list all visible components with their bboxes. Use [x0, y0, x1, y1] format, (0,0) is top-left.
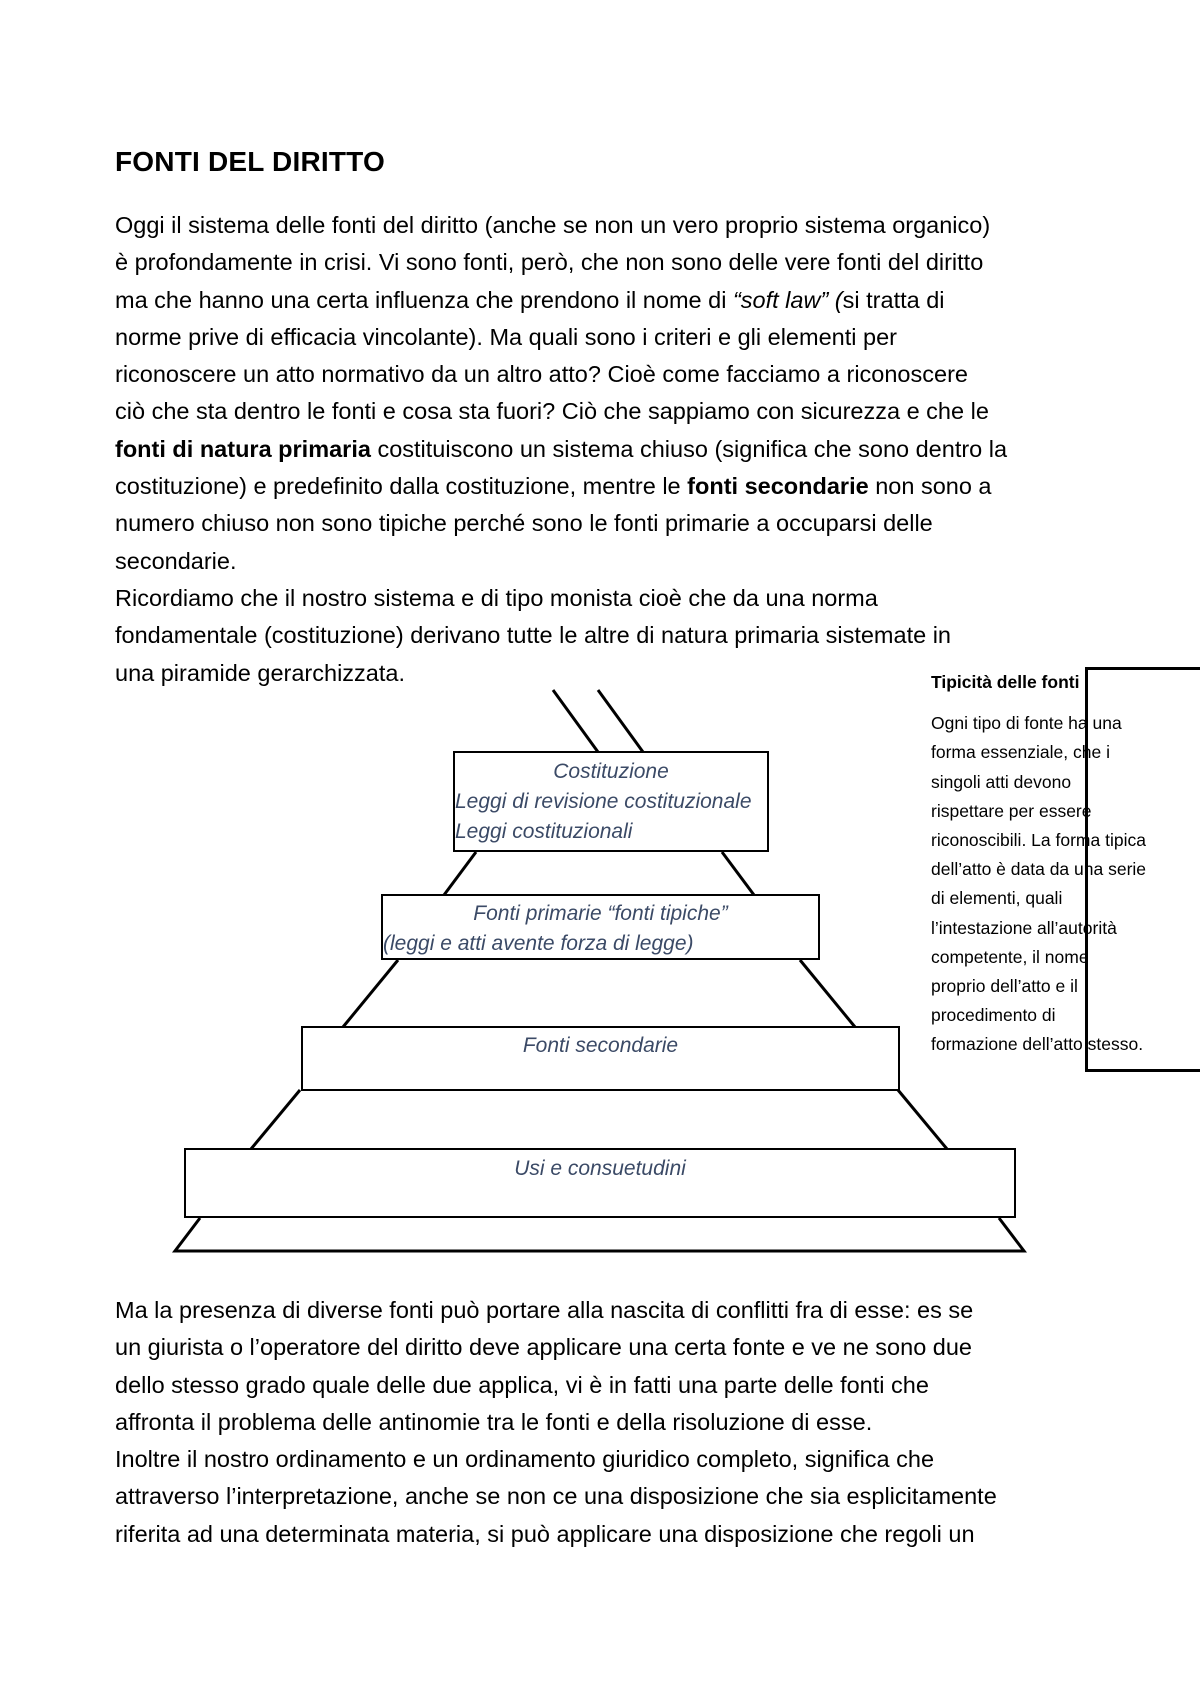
- text-line: Oggi il sistema delle fonti del diritto (anche se non un vero proprio sistema organico): [115, 212, 991, 238]
- sidebox-line: Ogni tipo di fonte ha una: [931, 713, 1122, 734]
- pyramid-edge: [343, 960, 398, 1027]
- sidebox-title: Tipicità delle fonti: [931, 672, 1080, 692]
- text-line: fondamentale (costituzione) derivano tutte le altre di natura primaria sistemate in: [115, 622, 951, 649]
- sidebox-line: competente, il nome: [931, 946, 1089, 967]
- sidebox-line: di elementi, quali: [931, 888, 1063, 909]
- pyramid-edge: [898, 1090, 947, 1149]
- text-line: Inoltre il nostro ordinamento e un ordinamento giuridico completo, significa che: [115, 1446, 935, 1473]
- sidebox-line: l’intestazione all’autorità: [931, 917, 1117, 938]
- text-line: costituzione) e predefinito dalla costituzione, mentre le fonti secondarie non sono a: [115, 473, 992, 500]
- tier-label: Leggi di revisione costituzionale: [455, 790, 752, 813]
- pyramid-base: [175, 1218, 1024, 1251]
- sidebox-line: dell’atto è data da una serie: [931, 859, 1147, 880]
- text-line: riconoscere un atto normativo da un altro atto? Cioè come facciamo a riconoscere: [115, 361, 968, 388]
- sidebox-line: forma essenziale, che i: [931, 742, 1110, 763]
- pyramid-edge: [800, 960, 855, 1027]
- text-line: Ricordiamo che il nostro sistema e di tipo monista cioè che da una norma: [115, 584, 878, 611]
- pyramid-edge: [722, 852, 754, 895]
- pyramid-tier-primary-sources: [381, 894, 820, 960]
- pyramid-tier-customs: [184, 1148, 1016, 1218]
- pyramid-tier-secondary-sources: [301, 1026, 900, 1091]
- text-line: un giurista o l’operatore del diritto deve applicare una certa fonte e ve ne sono due: [115, 1334, 973, 1361]
- sidebox-line: riconoscibili. La forma tipica: [931, 830, 1146, 851]
- tier-label: Fonti primarie “fonti tipiche”: [473, 902, 728, 925]
- tier-label: Usi e consuetudini: [514, 1157, 686, 1180]
- typicality-sidebox: [931, 668, 1191, 1072]
- pyramid-edge: [598, 690, 643, 752]
- tier-label: (leggi e atti avente forza di legge): [383, 932, 694, 955]
- sidebox-line: formazione dell’atto stesso.: [931, 1034, 1144, 1055]
- soft-law-term: “soft law” (: [732, 286, 843, 313]
- text-line: affronta il problema delle antinomie tra le fonti e della risoluzione di esse.: [115, 1408, 873, 1435]
- tier-label: Costituzione: [553, 760, 669, 783]
- conflicts-paragraph: [115, 1292, 1095, 1553]
- text-line: ma che hanno una certa influenza che prendono il nome di “soft law” (si tratta di: [115, 286, 945, 313]
- text-line: norme prive di efficacia vincolante). Ma quali sono i criteri e gli elementi per: [115, 323, 897, 350]
- text-line: riferita ad una determinata materia, si può applicare una disposizione che regoli un: [115, 1520, 975, 1547]
- sidebox-line: rispettare per essere: [931, 800, 1092, 821]
- pyramid-tier-constitution: [453, 751, 769, 852]
- text-line: secondarie.: [115, 547, 237, 574]
- tier-label: Leggi costituzionali: [455, 820, 633, 843]
- bold-term-secondary: fonti secondarie: [687, 473, 869, 500]
- bold-term-primary: fonti di natura primaria: [115, 435, 371, 462]
- pyramid-edge: [444, 852, 476, 895]
- pyramid-edge: [251, 1090, 300, 1149]
- text-line: dello stesso grado quale delle due applica, vi è in fatti una parte delle fonti che: [115, 1371, 929, 1398]
- text-line: è profondamente in crisi. Vi sono fonti, però, che non sono delle vere fonti del diritto: [115, 249, 984, 276]
- text-line: una piramide gerarchizzata.: [115, 659, 405, 686]
- text-line: numero chiuso non sono tipiche perché sono le fonti primarie a occuparsi delle: [115, 510, 933, 537]
- sidebox-line: procedimento di: [931, 1005, 1056, 1026]
- pyramid-edge: [553, 690, 598, 752]
- text-line: Ma la presenza di diverse fonti può portare alla nascita di conflitti fra di esse: es se: [115, 1297, 974, 1323]
- text-line: ciò che sta dentro le fonti e cosa sta fuori? Ciò che sappiamo con sicurezza e che le: [115, 398, 989, 425]
- document-title: FONTI DEL DIRITTO: [115, 146, 385, 177]
- sidebox-line: singoli atti devono: [931, 771, 1072, 792]
- text-line: fonti di natura primaria costituiscono un sistema chiuso (significa che sono dentro la: [115, 435, 1008, 462]
- tier-label: Fonti secondarie: [522, 1034, 679, 1057]
- text-line: attraverso l’interpretazione, anche se non ce una disposizione che sia esplicitamente: [115, 1483, 997, 1510]
- sidebox-line: proprio dell’atto e il: [931, 976, 1078, 997]
